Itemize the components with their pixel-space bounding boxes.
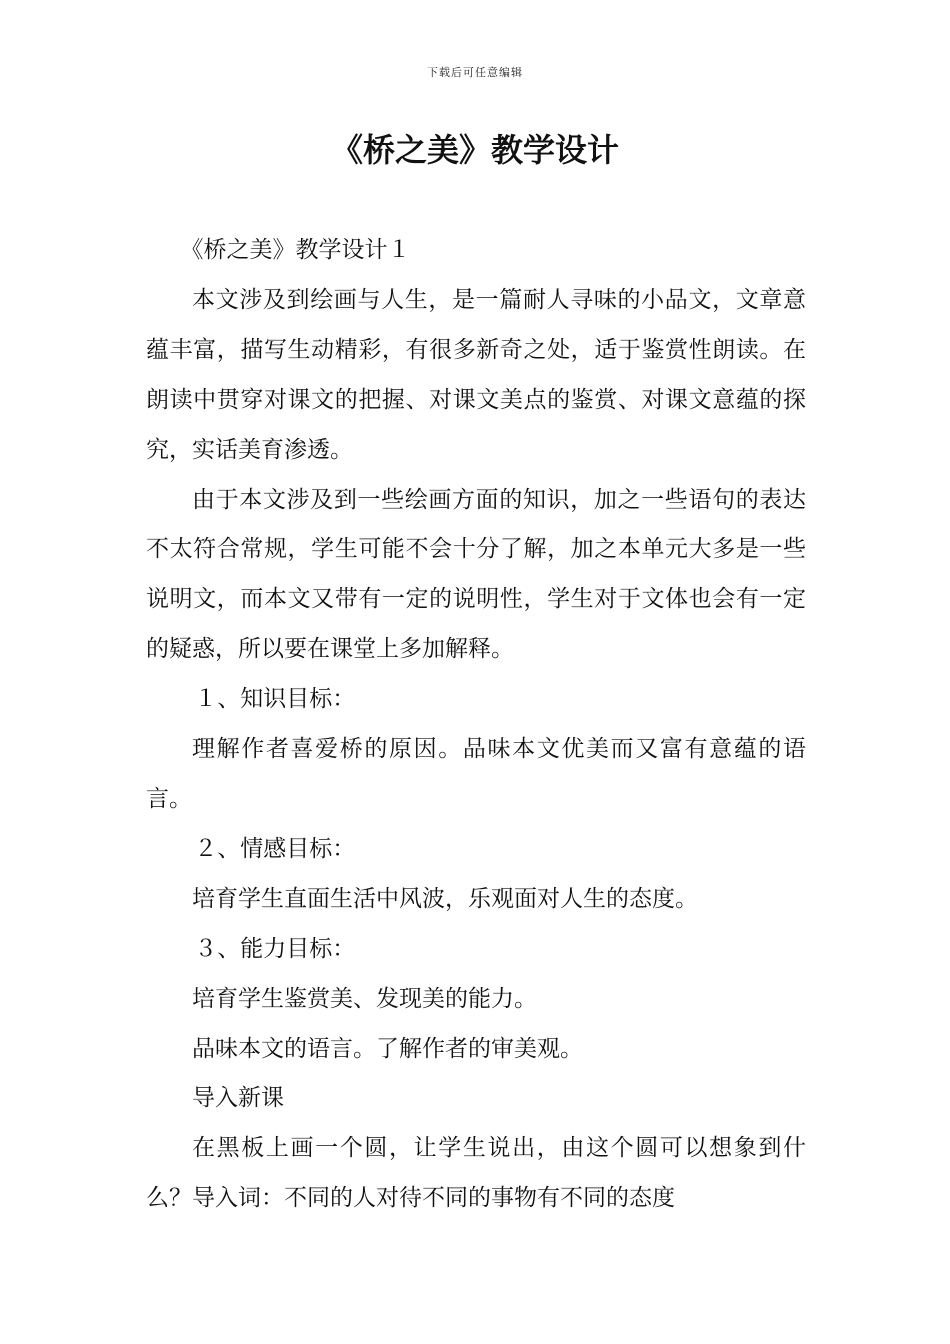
document-body	[146, 226, 806, 1224]
paragraph-difficulty: 由于本文涉及到一些绘画方面的知识，加之一些语句的表达不太符合常规，学生可能不会十分了解，加之本单元大多是一些说明文，而本文又带有一定的说明性，学生对于文体也会有一定的疑惑，所以要在课堂上多加解释。	[146, 486, 806, 663]
paragraph-ability-goal: 培育学生鉴赏美、发现美的能力。	[192, 985, 537, 1012]
header-note: 下载后可任意编辑	[427, 66, 523, 79]
heading-emotion-goal: ２、情感目标：	[194, 835, 356, 862]
paragraph-intro: 本文涉及到绘画与人生，是一篇耐人寻味的小品文，文章意蕴丰富，描写生动精彩，有很多新奇之处，适于鉴赏性朗读。在朗读中贯穿对课文的把握、对课文美点的鉴赏、对课文意蕴的探究，实话美育渗透。	[146, 286, 806, 463]
paragraph-knowledge-goal: 理解作者喜爱桥的原因。品味本文优美而又富有意蕴的语言。	[146, 736, 806, 812]
paragraph-emotion-goal: 培育学生直面生活中风波，乐观面对人生的态度。	[192, 885, 698, 912]
paragraph-language: 品味本文的语言。了解作者的审美观。	[192, 1035, 583, 1062]
paragraph-new-lesson: 在黑板上画一个圆，让学生说出，由这个圆可以想象到什么？导入词：不同的人对待不同的事物有不同的态度	[146, 1135, 806, 1212]
heading-knowledge-goal: １、知识目标：	[194, 686, 356, 713]
section-subtitle: 《桥之美》教学设计１	[180, 237, 411, 263]
heading-new-lesson: 导入新课	[192, 1085, 284, 1112]
heading-ability-goal: ３、能力目标：	[194, 935, 356, 962]
document-title: 《桥之美》教学设计	[330, 131, 619, 169]
